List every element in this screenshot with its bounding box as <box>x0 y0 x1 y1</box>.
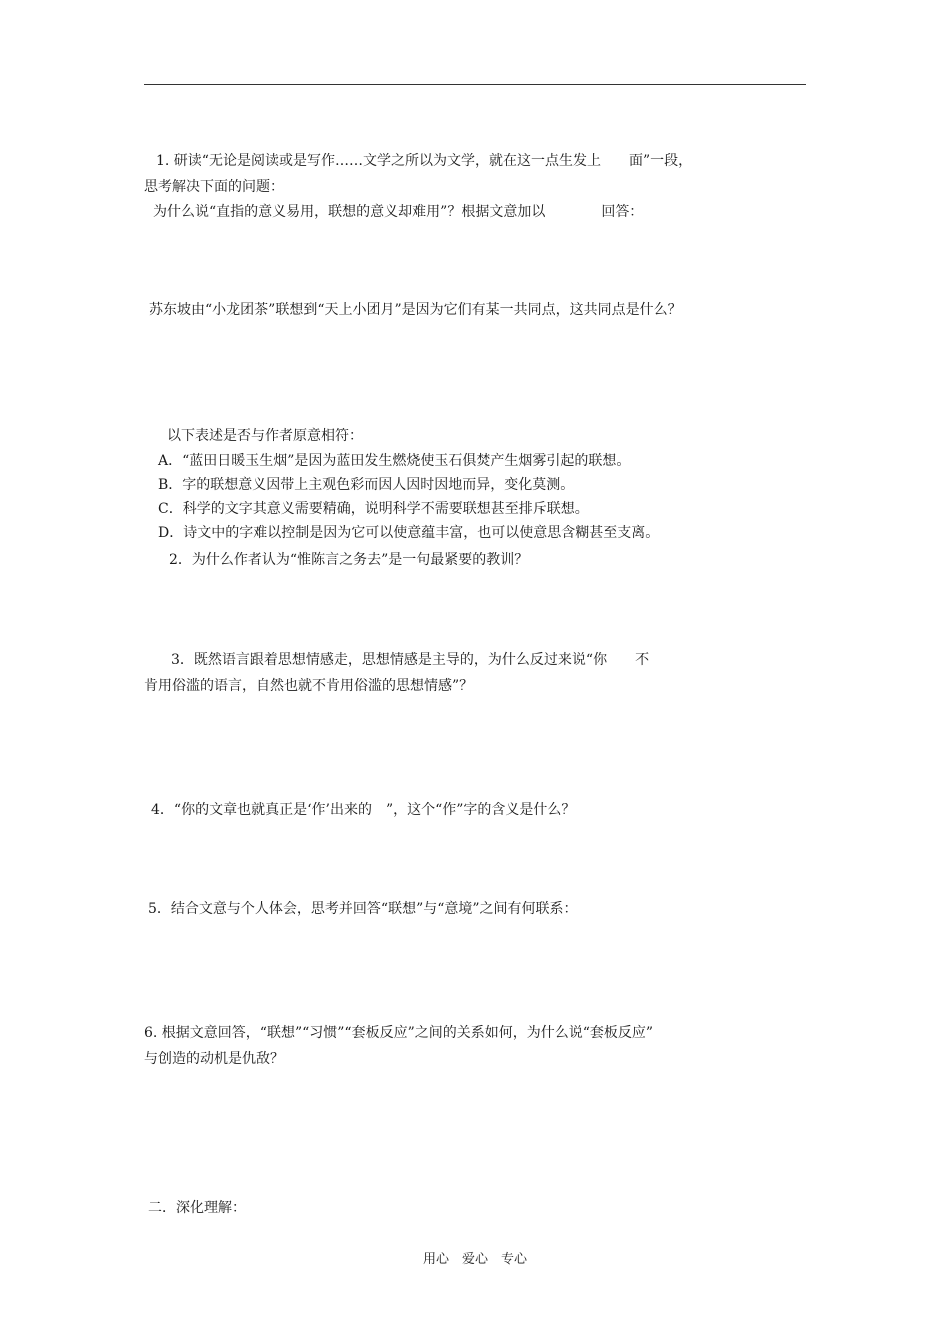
q1-sub-b: 苏东坡由“小龙团茶”联想到“天上小团月”是因为它们有某一共同点，这共同点是什么？ <box>149 302 682 318</box>
q5: 5．结合文意与个人体会，思考并回答“联想”与“意境”之间有何联系： <box>148 901 578 917</box>
page-footer: 用心 爱心 专心 <box>422 1252 527 1267</box>
q6-line1: 6. 根据文意回答，“联想”“习惯”“套板反应”之间的关系如何，为什么说“套板反应” <box>144 1025 654 1041</box>
option-a: A．“蓝田日暖玉生烟”是因为蓝田发生燃烧使玉石俱焚产生烟雾引起的联想。 <box>158 453 631 469</box>
q4: 4．“你的文章也就真正是‘作’出来的 ”，这个“作”字的含义是什么？ <box>151 802 576 818</box>
q1-line1: 1. 研读“无论是阅读或是写作……文学之所以为文学，就在这一点生发上 面”一段， <box>156 153 693 169</box>
q1-sub-a: 为什么说“直指的意义易用，联想的意义却难用”？根据文意加以 回答： <box>153 204 644 220</box>
q3-line2: 肯用俗滥的语言，自然也就不肯用俗滥的思想情感”？ <box>144 678 474 694</box>
q1-line2: 思考解决下面的问题： <box>144 179 284 195</box>
option-d: D．诗文中的字难以控制是因为它可以使意蕴丰富，也可以使意思含糊甚至支离。 <box>158 525 660 541</box>
q6-line2: 与创造的动机是仇敌？ <box>144 1051 284 1067</box>
q3-line1: 3．既然语言跟着思想情感走，思想情感是主导的，为什么反过来说“你 不 <box>171 652 650 668</box>
option-c: C．科学的文字其意义需要精确，说明科学不需要联想甚至排斥联想。 <box>158 501 589 517</box>
section-heading: 二．深化理解： <box>148 1200 246 1216</box>
q1-sub-c-title: 以下表述是否与作者原意相符： <box>167 428 363 444</box>
header-rule <box>144 84 806 85</box>
q2: 2．为什么作者认为“惟陈言之务去”是一句最紧要的教训？ <box>169 552 529 568</box>
option-b: B．字的联想意义因带上主观色彩而因人因时因地而异，变化莫测。 <box>158 477 575 493</box>
